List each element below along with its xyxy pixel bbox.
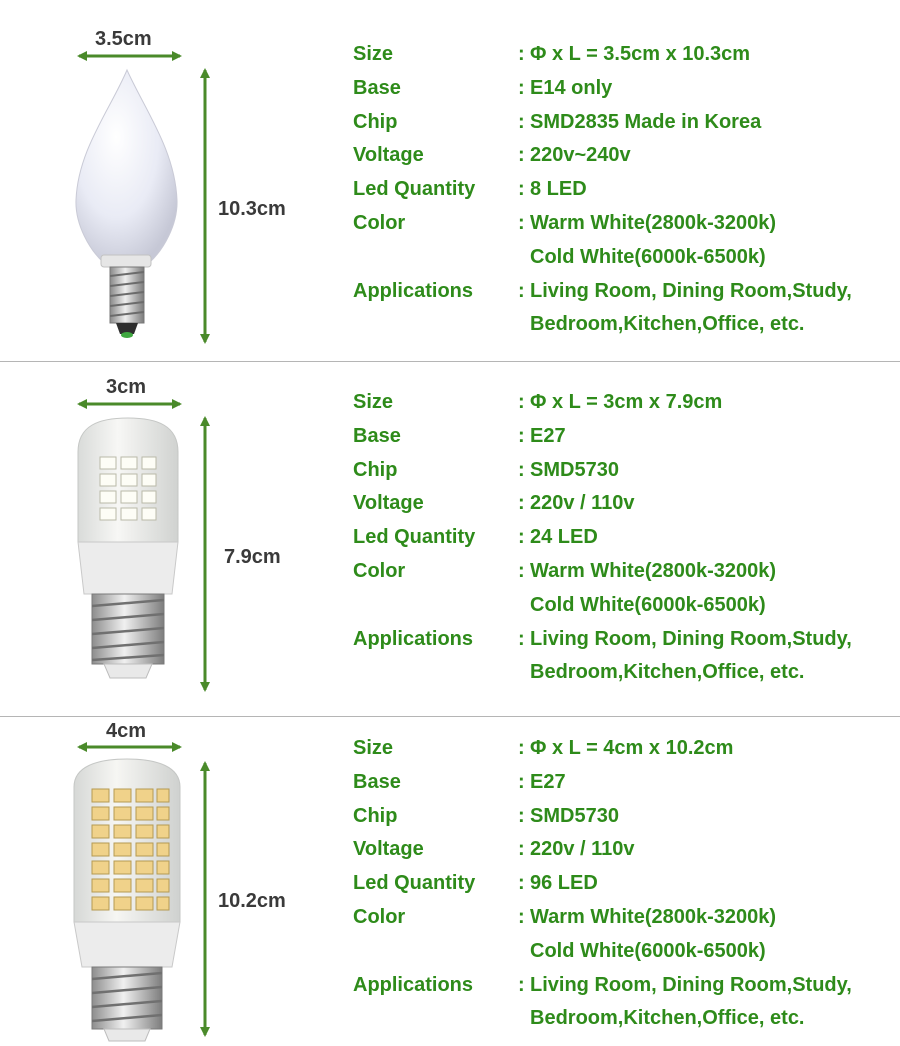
length-label: 7.9cm (224, 546, 281, 568)
spec-label: Base (353, 76, 401, 99)
spec-label: Base (353, 770, 401, 793)
spec-label: Size (353, 737, 394, 759)
spec-value: Φ x L = 3.5cm x 10.3cm (530, 43, 751, 65)
spec-label: Voltage (353, 838, 424, 861)
spec-label: Voltage (353, 144, 424, 167)
spec-value: Living Room, Dining Room,Study, (530, 973, 852, 996)
colon: : (518, 559, 525, 582)
spec-value: Φ x L = 3cm x 7.9cm (530, 391, 723, 413)
width-label: 4cm (106, 720, 147, 742)
spec-value: Warm White(2800k-3200k) (530, 211, 777, 234)
spec-value: E14 only (530, 76, 613, 99)
colon: : (518, 144, 525, 167)
colon: : (518, 770, 525, 793)
colon: : (518, 458, 525, 481)
spec-value: Bedroom,Kitchen,Office, etc. (530, 661, 805, 684)
length-label: 10.2cm (218, 890, 286, 912)
spec-value: Cold White(6000k-6500k) (530, 939, 766, 962)
colon: : (518, 838, 525, 861)
spec-label: Color (353, 559, 406, 582)
spec-value: E27 (530, 424, 566, 447)
colon: : (518, 973, 525, 996)
spec-value: Warm White(2800k-3200k) (530, 905, 777, 928)
spec-label: Applications (353, 973, 474, 996)
colon: : (518, 804, 525, 827)
spec-label: Led Quantity (353, 872, 476, 895)
colon: : (518, 76, 525, 99)
spec-label: Size (353, 43, 394, 65)
colon: : (518, 391, 525, 413)
product-section-corn-24 (0, 362, 900, 716)
colon: : (518, 424, 525, 447)
spec-value: 220v~240v (530, 144, 631, 167)
spec-value: Cold White(6000k-6500k) (530, 245, 766, 268)
product-section-candle (0, 0, 900, 361)
colon: : (518, 737, 525, 759)
spec-value: E27 (530, 770, 566, 793)
spec-label: Chip (353, 458, 398, 481)
spec-label: Size (353, 391, 394, 413)
colon: : (518, 627, 525, 650)
colon: : (518, 110, 525, 133)
colon: : (518, 872, 525, 895)
spec-label: Led Quantity (353, 178, 476, 201)
spec-value: Bedroom,Kitchen,Office, etc. (530, 313, 805, 336)
spec-value: Bedroom,Kitchen,Office, etc. (530, 1007, 805, 1030)
spec-label: Voltage (353, 492, 424, 515)
spec-value: Cold White(6000k-6500k) (530, 593, 766, 616)
spec-value: Living Room, Dining Room,Study, (530, 279, 852, 302)
spec-value: 96 LED (530, 872, 598, 895)
spec-value: SMD5730 (530, 804, 619, 827)
width-label: 3.5cm (95, 28, 152, 50)
product-section-corn-96 (0, 717, 900, 1046)
width-label: 3cm (106, 376, 147, 398)
spec-value: SMD2835 Made in Korea (530, 110, 762, 133)
colon: : (518, 211, 525, 234)
spec-value: 24 LED (530, 526, 598, 549)
spec-value: SMD5730 (530, 458, 619, 481)
spec-value: Φ x L = 4cm x 10.2cm (530, 737, 734, 759)
spec-label: Chip (353, 110, 398, 133)
spec-value: Warm White(2800k-3200k) (530, 559, 777, 582)
spec-label: Applications (353, 627, 474, 650)
spec-value: 220v / 110v (530, 838, 635, 861)
spec-label: Base (353, 424, 401, 447)
spec-label: Led Quantity (353, 526, 476, 549)
colon: : (518, 279, 525, 302)
colon: : (518, 178, 525, 201)
colon: : (518, 43, 525, 65)
spec-label: Chip (353, 804, 398, 827)
spec-label: Color (353, 905, 406, 928)
length-label: 10.3cm (218, 198, 286, 220)
colon: : (518, 526, 525, 549)
spec-value: 220v / 110v (530, 492, 635, 515)
spec-value: 8 LED (530, 178, 587, 201)
spec-label: Applications (353, 279, 474, 302)
spec-label: Color (353, 211, 406, 234)
spec-value: Living Room, Dining Room,Study, (530, 627, 852, 650)
colon: : (518, 492, 525, 515)
colon: : (518, 905, 525, 928)
